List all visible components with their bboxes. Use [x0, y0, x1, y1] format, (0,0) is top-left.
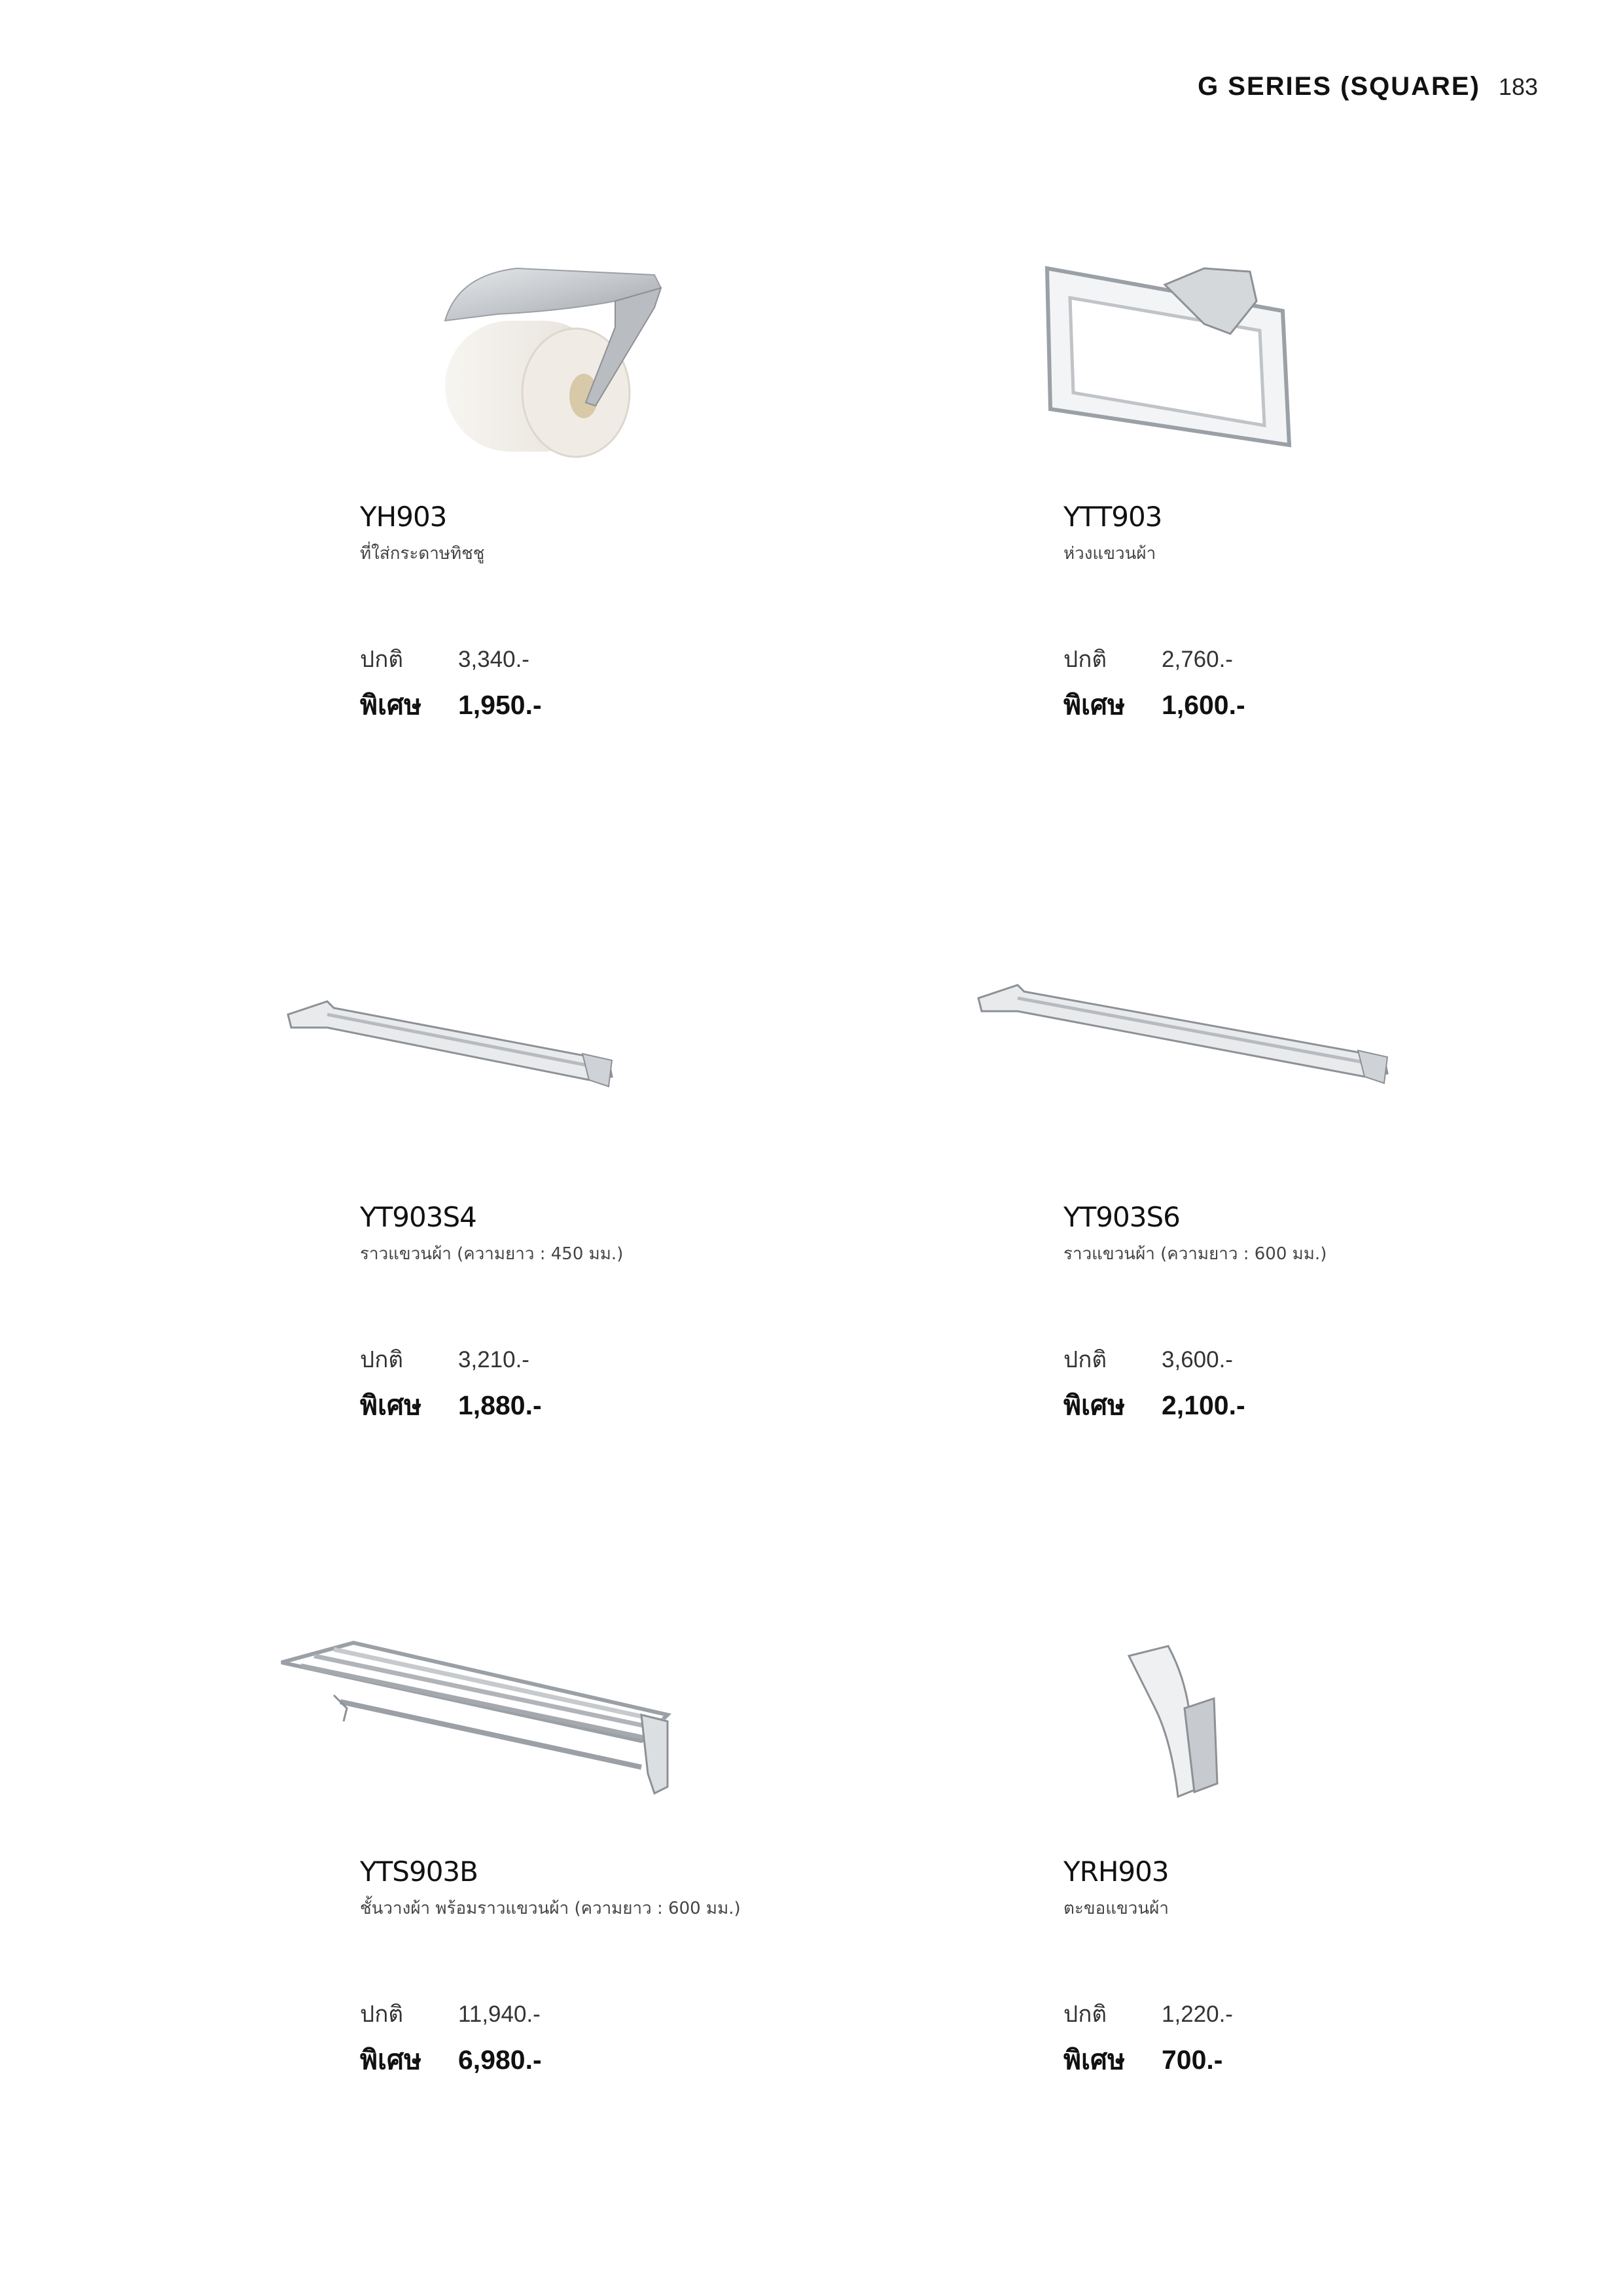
page-number: 183 — [1498, 73, 1538, 100]
product-description: ราวแขวนผ้า (ความยาว : 600 มม.) — [1063, 1244, 1327, 1264]
product-code: YTT903 — [1063, 501, 1162, 533]
special-price-row — [1063, 684, 1245, 726]
normal-price-row — [1063, 1342, 1233, 1378]
product-code: YRH903 — [1063, 1856, 1169, 1888]
towel-ring-icon — [1034, 249, 1296, 471]
normal-price-label: ปกติ — [1063, 1347, 1107, 1373]
normal-price-label: ปกติ — [1063, 2001, 1107, 2028]
special-price-label: พิเศษ — [1063, 1390, 1126, 1421]
towel-bar-icon — [972, 972, 1397, 1090]
robe-hook-icon — [1116, 1643, 1227, 1806]
towel-bar-icon — [281, 988, 622, 1093]
product-description: ที่ใส่กระดาษทิชชู — [360, 544, 485, 564]
product-description: ห่วงแขวนผ้า — [1063, 544, 1156, 564]
product-code: YH903 — [360, 501, 447, 533]
special-price-row — [1063, 1384, 1245, 1427]
normal-price: 11,940.- — [458, 2001, 541, 2027]
product-description: ตะขอแขวนผ้า — [1063, 1899, 1169, 1918]
normal-price-row — [360, 1342, 529, 1378]
product-description: ราวแขวนผ้า (ความยาว : 450 มม.) — [360, 1244, 624, 1264]
special-price-label: พิเศษ — [360, 1390, 422, 1421]
special-price: 1,950.- — [458, 690, 542, 720]
normal-price: 3,340.- — [458, 647, 529, 672]
special-price-row — [360, 1384, 542, 1427]
product-description: ชั้นวางผ้า พร้อมราวแขวนผ้า (ความยาว : 600 มม.) — [360, 1899, 741, 1918]
product-card-yh903 — [360, 249, 949, 903]
special-price: 6,980.- — [458, 2045, 542, 2075]
product-card-yrh903 — [1063, 1597, 1623, 2251]
normal-price-label: ปกติ — [360, 1347, 404, 1373]
special-price-row — [1063, 2039, 1222, 2081]
product-card-ytt903 — [1063, 249, 1623, 903]
normal-price-label: ปกติ — [1063, 647, 1107, 673]
special-price-row — [360, 2039, 542, 2081]
product-card-yts903b — [360, 1597, 949, 2251]
special-price-label: พิเศษ — [1063, 2044, 1126, 2075]
toilet-paper-holder-icon — [419, 249, 746, 471]
series-title: G SERIES (SQUARE) — [1198, 72, 1480, 101]
special-price-label: พิเศษ — [1063, 689, 1126, 721]
special-price-row — [360, 684, 542, 726]
product-card-yt903s6 — [1063, 942, 1623, 1597]
special-price: 1,880.- — [458, 1390, 542, 1420]
towel-shelf-icon — [275, 1623, 681, 1820]
normal-price: 2,760.- — [1162, 647, 1233, 672]
special-price: 2,100.- — [1162, 1390, 1245, 1420]
normal-price: 1,220.- — [1162, 2001, 1233, 2027]
special-price: 1,600.- — [1162, 690, 1245, 720]
normal-price-row — [360, 641, 529, 677]
normal-price: 3,210.- — [458, 1347, 529, 1372]
normal-price-row — [1063, 1996, 1233, 2032]
product-code: YT903S4 — [360, 1201, 476, 1233]
product-code: YTS903B — [360, 1856, 478, 1888]
special-price: 700.- — [1162, 2045, 1223, 2075]
normal-price-row — [360, 1996, 541, 2032]
normal-price-label: ปกติ — [360, 647, 404, 673]
page-header — [1198, 72, 1538, 101]
normal-price: 3,600.- — [1162, 1347, 1233, 1372]
special-price-label: พิเศษ — [360, 2044, 422, 2075]
product-card-yt903s4 — [360, 942, 949, 1597]
normal-price-label: ปกติ — [360, 2001, 404, 2028]
product-code: YT903S6 — [1063, 1201, 1180, 1233]
normal-price-row — [1063, 641, 1233, 677]
special-price-label: พิเศษ — [360, 689, 422, 721]
